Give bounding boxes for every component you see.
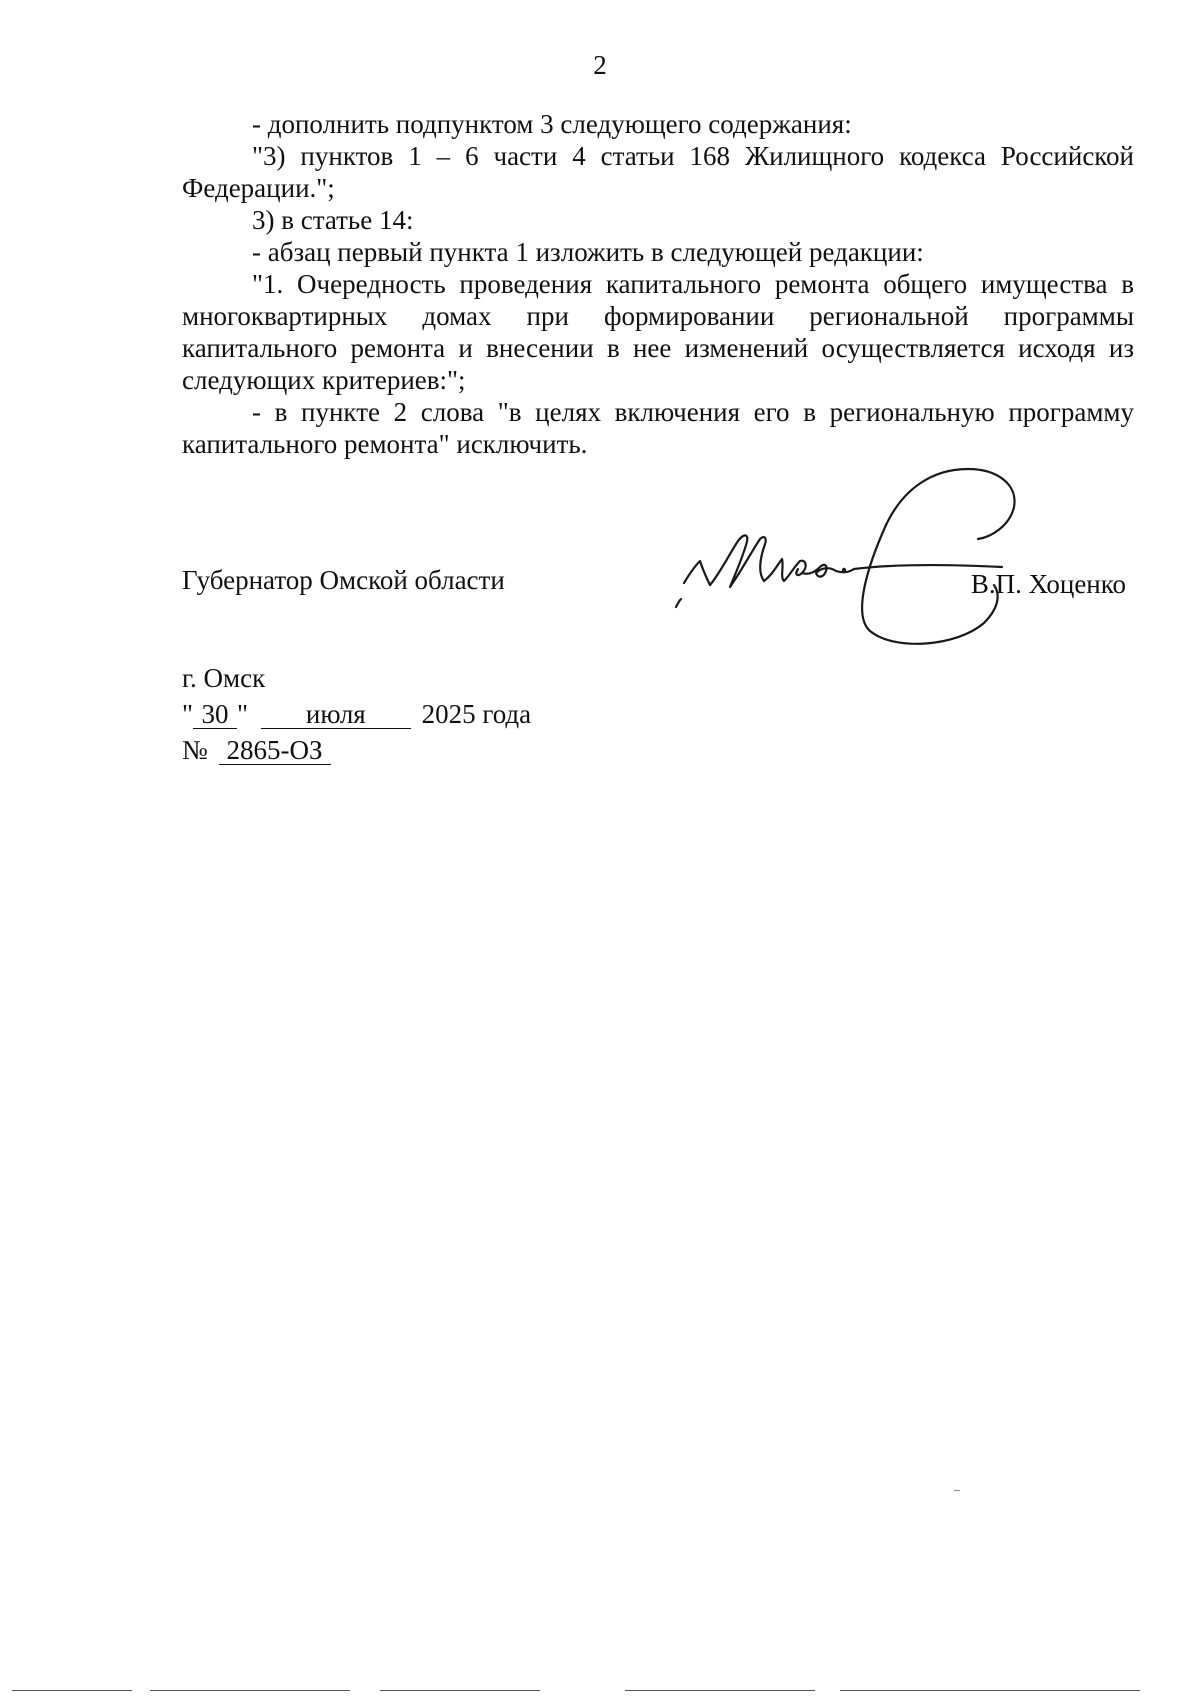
place-city: г. Омск: [182, 663, 266, 693]
number-prefix: №: [182, 735, 208, 765]
number-line: [182, 732, 531, 768]
paragraph-3: 3) в статье 14:: [252, 205, 414, 235]
page-number: 2: [593, 50, 607, 80]
date-month: июля: [261, 700, 411, 729]
scan-edge-line: [150, 1690, 350, 1691]
paragraph-6: - в пункте 2 слова "в целях включения его в региональную программу капитального ремонта" исключить.: [182, 397, 1134, 459]
place-date-block: [182, 660, 531, 768]
date-year: 2025 года: [421, 699, 532, 729]
place-line: [182, 660, 531, 696]
signatory-title: Губернатор Омской области: [182, 565, 505, 595]
date-line: " 30 " июля 2025 года: [182, 699, 532, 729]
paragraph-5: "1. Очередность проведения капитального ремонта общего имущества в многоквартирных домах при формировании региональной программы капитального ремонта и внесении в нее изменений осуществляется исходя из следующих критериев:";: [182, 269, 1134, 395]
document-body: [182, 108, 1134, 460]
scan-edge-line: [840, 1690, 1140, 1691]
scan-edge-line: [12, 1690, 132, 1691]
signatory-name: В.П. Хоценко: [970, 569, 1126, 599]
law-number: 2865-ОЗ: [219, 736, 331, 765]
paragraph-2: "3) пунктов 1 – 6 части 4 статьи 168 Жилищного кодекса Российской Федерации.";: [182, 141, 1134, 203]
scan-edge-line: [625, 1690, 815, 1691]
scan-edge-line: [380, 1690, 540, 1691]
handwritten-signature-icon: [672, 455, 1052, 655]
date-day: 30: [193, 700, 237, 729]
paragraph-1: - дополнить подпунктом 3 следующего содержания:: [252, 109, 852, 139]
scan-speck: [954, 1490, 960, 1491]
paragraph-4: - абзац первый пункта 1 изложить в следующей редакции:: [252, 237, 924, 267]
